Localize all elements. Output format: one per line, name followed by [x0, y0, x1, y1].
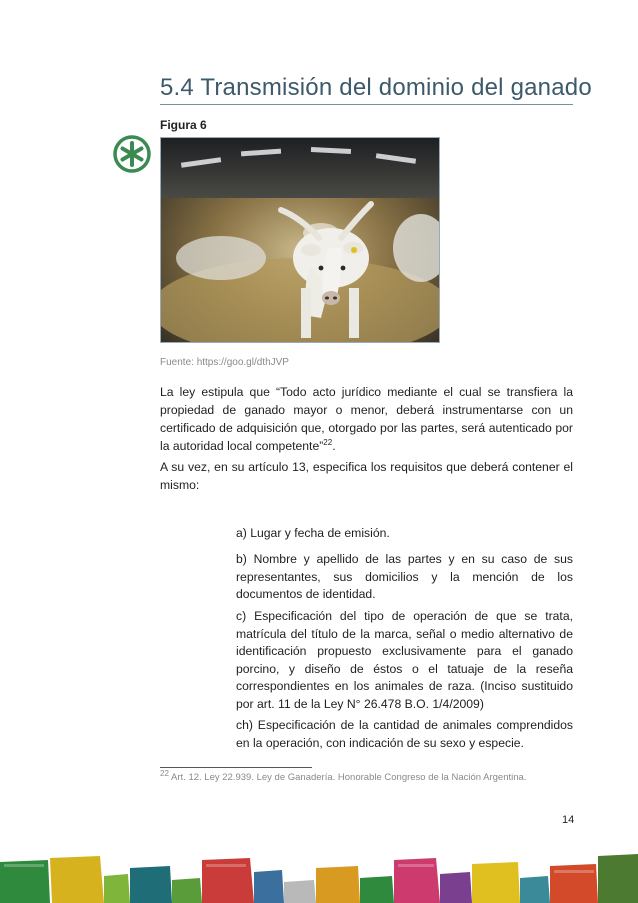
- page-number: 14: [562, 814, 575, 826]
- footnote-number: 22: [160, 768, 169, 778]
- figure-source: Fuente: https://goo.gl/dthJVP: [160, 357, 289, 368]
- footnote-ref: 22: [323, 437, 333, 447]
- figure-label: Figura 6: [160, 118, 207, 132]
- title-underline: [160, 104, 573, 105]
- paragraph-law-quote: La ley estipula que “Todo acto jurídico mediante el cual se transfiera la propiedad de ganado mayor o menor, deberá instrumentarse con un certificado de adquisición que, otorgado por las partes, será autenticado por la autoridad local competente”$^{22}$.: [160, 385, 573, 453]
- asterisk-circle-icon: [112, 134, 152, 174]
- footnote-text: Art. 12. Ley 22.939. Ley de Ganadería. Honorable Congreso de la Nación Argentina.: [168, 772, 527, 783]
- list-item-ch: ch) Especificación de la cantidad de animales comprendidos en la operación, con indicación de su sexo y especie.: [236, 718, 573, 750]
- list-item-c: c) Especificación del tipo de operación de que se trata, matrícula del título de la marca, señal o medio alternativo de identificación propuesto exclusivamente para el ganado porcino, y diseño de éstos o el tatuaje de la reseña correspondientes en los animales de raza. (Inciso sustituido por art. 11 de la Ley N° 26.478 B.O. 1/4/2009): [236, 609, 573, 711]
- list-item-b: b) Nombre y apellido de las partes y en su caso de sus representantes, sus domicilios y la mención de los documentos de identidad.: [236, 552, 573, 601]
- paragraph-law-quote-text: La ley estipula que “Todo acto jurídico mediante el cual se transfiera la propiedad de ganado mayor o menor, deberá instrumentarse con un certificado de adquisición que, otorgado por las partes, será autenticado por la autoridad local competente”: [160, 385, 573, 453]
- goat-photo: [160, 137, 440, 343]
- footnote-separator: [160, 767, 312, 768]
- section-title: 5.4 Transmisión del dominio del ganado: [160, 74, 592, 101]
- list-item-a: a) Lugar y fecha de emisión.: [236, 526, 390, 540]
- footer-decoration: [0, 848, 638, 903]
- paragraph-article-13: A su vez, en su artículo 13, especifica los requisitos que deberá contener el mismo:: [160, 460, 573, 492]
- footnote: [160, 768, 527, 783]
